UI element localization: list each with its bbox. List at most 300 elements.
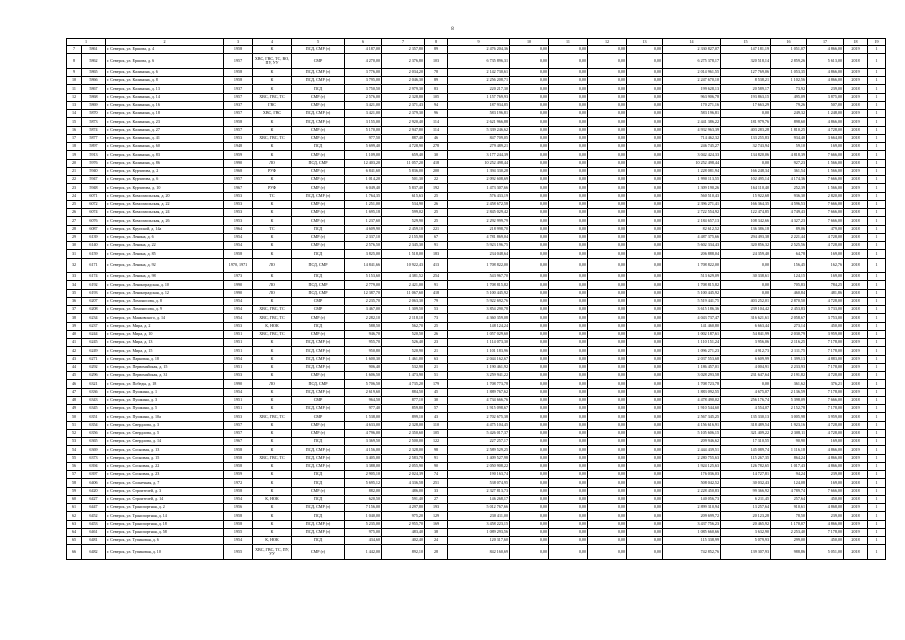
living-area-cell: 2 328,00 (382, 421, 425, 429)
area-cell: 882,00 (345, 487, 382, 495)
owners-fund-cell: 2 722 554,92 (663, 209, 721, 217)
fund-cell: 0,00 (588, 528, 627, 536)
living-area-cell: 2 024,39 (382, 471, 425, 479)
total-cost-cell: 1 473 307,66 (448, 184, 510, 192)
flag-cell: 1 (868, 421, 886, 429)
fund-cell: 0,00 (510, 273, 549, 281)
unit-cost-cell: 2 058,67 (771, 314, 807, 322)
year-plan-cell: 2018 (844, 330, 868, 338)
works-cell: К (253, 446, 292, 454)
type-cell: ПСД, СМР (292, 258, 345, 273)
living-area-cell: 899,10 (382, 413, 425, 421)
fund-cell: 0,00 (510, 438, 549, 446)
flag-cell: 1 (868, 363, 886, 371)
flag-cell: 1 (868, 487, 886, 495)
year-cell: 1951 (224, 339, 253, 347)
works-cell: ГВС (253, 101, 292, 109)
flag-cell: 1 (868, 504, 886, 512)
residents-cell: 110 (425, 421, 448, 429)
year-cell: 1953 (224, 372, 253, 380)
year-cell: 1990 (224, 281, 253, 289)
owners-fund-cell: 1 708 822,00 (663, 258, 721, 273)
year-plan-cell: 2019 (844, 347, 868, 355)
other-fund-cell: 0,00 (721, 110, 771, 118)
column-number: 12 (588, 39, 627, 46)
year-plan-cell: 2018 (844, 297, 868, 305)
works-cell: К (253, 438, 292, 446)
fund-cell: 0,00 (510, 192, 549, 200)
fund-cell: 0,00 (549, 322, 588, 330)
residents-cell: 89 (425, 46, 448, 54)
other-fund-cell: 239 104,42 (721, 306, 771, 314)
total-cost-cell: 583 196,81 (448, 110, 510, 118)
other-fund-cell: 134 820,06 (721, 151, 771, 159)
flag-cell: 1 (868, 520, 886, 528)
row-index: 26 (67, 209, 82, 217)
year-plan-cell: 2018 (844, 176, 868, 184)
address-cell: г. Северск, ул. Ленина, д. 98 (106, 273, 224, 281)
living-area-cell: 5 837,40 (382, 184, 425, 192)
address-cell: г. Северск, ул. Ленина, д. 85 (106, 250, 224, 258)
fund-cell: 0,00 (588, 209, 627, 217)
residents-cell: 23 (425, 339, 448, 347)
other-fund-cell: 126 782,65 (721, 462, 771, 470)
fund-cell: 0,00 (627, 126, 663, 134)
year-plan-cell: 2018 (844, 380, 868, 388)
address-cell: г. Северск, ул. Ленина, д. 6 (106, 233, 224, 241)
address-cell: г. Северск, ул. Мира, д. 2 (106, 322, 224, 330)
table-row (67, 347, 886, 355)
fund-cell: 0,00 (588, 54, 627, 69)
house-id: 5873 (82, 118, 106, 126)
limit-cost-cell: 3 664,00 (807, 134, 844, 142)
fund-cell: 0,00 (510, 151, 549, 159)
other-fund-cell: 4 675,07 (721, 388, 771, 396)
works-cell: К (253, 176, 292, 184)
residents-cell: 91 (425, 454, 448, 462)
type-cell: ПСД (292, 438, 345, 446)
table-row (67, 134, 886, 142)
column-number: 14 (663, 39, 721, 46)
living-area-cell: 1 461,00 (382, 355, 425, 363)
works-cell: К (253, 151, 292, 159)
fund-cell: 0,00 (510, 479, 549, 487)
row-index: 40 (67, 330, 82, 338)
fund-cell: 0,00 (510, 101, 549, 109)
fund-cell: 0,00 (588, 355, 627, 363)
residents-cell: 114 (425, 118, 448, 126)
residents-cell: 53 (425, 306, 448, 314)
living-area-cell: 11 057,20 (382, 159, 425, 167)
fund-cell: 0,00 (627, 429, 663, 437)
residents-cell: 200 (425, 167, 448, 175)
fund-cell: 0,00 (627, 330, 663, 338)
total-cost-cell: 2 050 908,22 (448, 462, 510, 470)
row-index: 36 (67, 297, 82, 305)
house-id: 6365 (82, 438, 106, 446)
fund-cell: 0,00 (549, 372, 588, 380)
address-cell: г. Северск, ул. Пушкина, д. 10а (106, 413, 224, 421)
year-cell: 1972 (224, 479, 253, 487)
year-cell: 1990 (224, 159, 253, 167)
year-cell: 1957 (224, 429, 253, 437)
flag-cell: 1 (868, 167, 886, 175)
fund-cell: 0,00 (627, 471, 663, 479)
fund-cell: 0,00 (588, 462, 627, 470)
address-cell: г. Северск, ул. Ленинградская, д. 10 (106, 281, 224, 289)
house-id: 6171 (82, 258, 106, 273)
fund-cell: 0,00 (588, 537, 627, 545)
fund-cell: 0,00 (510, 429, 549, 437)
total-cost-cell: 146 268,17 (448, 495, 510, 503)
area-cell: 2 905,10 (345, 471, 382, 479)
address-cell: г. Северск, ул. Солнечная, д. 7 (106, 479, 224, 487)
table-row (67, 438, 886, 446)
limit-cost-cell: 4 866,00 (807, 46, 844, 54)
fund-cell: 0,00 (549, 289, 588, 297)
fund-cell: 0,00 (549, 471, 588, 479)
total-cost-cell: 2 458 672,58 (448, 200, 510, 208)
flag-cell: 1 (868, 46, 886, 54)
unit-cost-cell: 910,61 (771, 504, 807, 512)
year-cell: 1957 (224, 110, 253, 118)
row-index: 59 (67, 487, 82, 495)
other-fund-cell: 102 495,14 (721, 176, 771, 184)
house-id: 6174 (82, 273, 106, 281)
residents-cell: 129 (425, 512, 448, 520)
house-id: 6296 (82, 372, 106, 380)
works-cell: К (253, 347, 292, 355)
row-index: 54 (67, 446, 82, 454)
living-area-cell: 4 735,20 (382, 380, 425, 388)
year-plan-cell: 2019 (844, 167, 868, 175)
residents-cell: 78 (425, 68, 448, 76)
residents-cell: 183 (425, 250, 448, 258)
row-index: 43 (67, 355, 82, 363)
unit-cost-cell: 94,24 (771, 471, 807, 479)
area-cell: 2 282,10 (345, 314, 382, 322)
flag-cell: 1 (868, 438, 886, 446)
unit-cost-cell: 2 233,93 (771, 363, 807, 371)
address-cell: г. Северск, ул. Калинина, д. 8 (106, 77, 224, 85)
type-cell: СМР (т) (292, 151, 345, 159)
other-fund-cell: 166 248,34 (721, 167, 771, 175)
table-row (67, 200, 886, 208)
year-plan-cell: 2019 (844, 528, 868, 536)
limit-cost-cell: 169,00 (807, 273, 844, 281)
row-index: 52 (67, 429, 82, 437)
fund-cell: 0,00 (627, 405, 663, 413)
fund-cell: 0,00 (510, 520, 549, 528)
row-index: 42 (67, 347, 82, 355)
unit-cost-cell: 249,32 (771, 110, 807, 118)
fund-cell: 0,00 (549, 233, 588, 241)
address-cell: г. Северск, ул. Тупиковая, д. 10 (106, 545, 224, 560)
year-cell: 1951 (224, 363, 253, 371)
type-cell: ПСД, СМР (т) (292, 347, 345, 355)
fund-cell: 0,00 (549, 454, 588, 462)
row-index: 23 (67, 184, 82, 192)
total-cost-cell: 120 317,60 (448, 537, 510, 545)
total-cost-cell: 543 967,70 (448, 273, 510, 281)
residents-cell: 83 (425, 85, 448, 93)
year-plan-cell: 2019 (844, 388, 868, 396)
address-cell: г. Северск, ул. Сосновая, д. 13 (106, 446, 224, 454)
owners-fund-cell: 3 615 186,36 (663, 306, 721, 314)
works-cell: К (253, 487, 292, 495)
fund-cell: 0,00 (510, 330, 549, 338)
flag-cell: 1 (868, 306, 886, 314)
year-plan-cell: 2019 (844, 446, 868, 454)
address-cell: г. Северск, ул. Сосновая, д. 23 (106, 471, 224, 479)
year-cell: 1959 (224, 151, 253, 159)
fund-cell: 0,00 (588, 306, 627, 314)
house-id: 6461 (82, 528, 106, 536)
year-plan-cell: 2019 (844, 184, 868, 192)
residents-cell: 26 (425, 200, 448, 208)
living-area-cell: 892,10 (382, 545, 425, 560)
column-number: 19 (868, 39, 886, 46)
fund-cell: 0,00 (627, 167, 663, 175)
limit-cost-cell: 3 875,00 (807, 93, 844, 101)
register-table (66, 38, 886, 560)
other-fund-cell: 294 493,38 (721, 233, 771, 241)
row-index: 51 (67, 421, 82, 429)
address-cell: г. Северск, ул. Транспортная, д. 18 (106, 520, 224, 528)
living-area-cell: 532,90 (382, 363, 425, 371)
unit-cost-cell: 90,90 (771, 438, 807, 446)
year-cell: 1958 (224, 250, 253, 258)
year-plan-cell: 2018 (844, 242, 868, 250)
owners-fund-cell: 4 487 375,66 (663, 233, 721, 241)
fund-cell: 0,00 (549, 520, 588, 528)
fund-cell: 0,00 (588, 217, 627, 225)
year-cell: 1990 (224, 380, 253, 388)
residents-cell: 91 (425, 281, 448, 289)
house-id: 6139 (82, 233, 106, 241)
address-cell: г. Северск, ул. Ершова, д. 4 (106, 46, 224, 54)
type-cell: ПСД (292, 85, 345, 93)
fund-cell: 0,00 (549, 68, 588, 76)
fund-cell: 0,00 (510, 363, 549, 371)
fund-cell: 0,00 (549, 209, 588, 217)
area-cell: 977,50 (345, 134, 382, 142)
area-cell: 3 825,00 (345, 250, 382, 258)
fund-cell: 0,00 (549, 85, 588, 93)
fund-cell: 0,00 (549, 462, 588, 470)
unit-cost-cell: 2 870,50 (771, 297, 807, 305)
year-cell: 1957 (224, 126, 253, 134)
total-cost-cell: 4 781 869,04 (448, 233, 510, 241)
unit-cost-cell: 705,83 (771, 281, 807, 289)
address-cell: г. Северск, ул. Тупиковая, д. 6 (106, 537, 224, 545)
other-fund-cell: 145 089,74 (721, 446, 771, 454)
column-number: 18 (844, 39, 868, 46)
living-area-cell: 2 328,80 (382, 93, 425, 101)
address-cell: г. Северск, ул. Калинина, д. 60 (106, 143, 224, 151)
fund-cell: 0,00 (627, 192, 663, 200)
owners-fund-cell: 209 946,62 (663, 438, 721, 446)
flag-cell: 1 (868, 471, 886, 479)
works-cell: К, НОК (253, 495, 292, 503)
unit-cost-cell: 59,10 (771, 143, 807, 151)
area-cell: 2 235,70 (345, 297, 382, 305)
living-area-cell: 615,63 (382, 192, 425, 200)
year-plan-cell: 2018 (844, 495, 868, 503)
limit-cost-cell: 4 866,00 (807, 520, 844, 528)
flag-cell: 1 (868, 537, 886, 545)
limit-cost-cell: 450,00 (807, 495, 844, 503)
other-fund-cell: 193 863,15 (721, 93, 771, 101)
type-cell: ПСД, СМР (292, 289, 345, 297)
other-fund-cell: 133 255,83 (721, 134, 771, 142)
fund-cell: 0,00 (549, 242, 588, 250)
year-plan-cell: 2018 (844, 159, 868, 167)
limit-cost-cell: 1 566,00 (807, 167, 844, 175)
table-row (67, 413, 886, 421)
house-id: 5869 (82, 101, 106, 109)
year-cell: 1970, 1971 (224, 258, 253, 273)
address-cell: г. Северск, ул. Калинина, д. 14 (106, 93, 224, 101)
area-cell: 946,70 (345, 330, 382, 338)
row-index: 14 (67, 110, 82, 118)
year-cell: 1958 (224, 46, 253, 54)
residents-cell: 278 (425, 143, 448, 151)
limit-cost-cell: 4 728,00 (807, 429, 844, 437)
fund-cell: 0,00 (510, 209, 549, 217)
total-cost-cell: 842 160,69 (448, 545, 510, 560)
house-id: 6481 (82, 537, 106, 545)
limit-cost-cell: 7 178,00 (807, 347, 844, 355)
year-plan-cell: 2019 (844, 520, 868, 528)
owners-fund-cell: 5 105 606,15 (663, 429, 721, 437)
fund-cell: 0,00 (588, 372, 627, 380)
area-cell: 3 421,00 (345, 110, 382, 118)
address-cell: г. Северск, ул. Свердлова, д. 5 (106, 429, 224, 437)
fund-cell: 0,00 (627, 537, 663, 545)
fund-cell: 0,00 (549, 176, 588, 184)
year-plan-cell: 2019 (844, 504, 868, 512)
year-cell: 1951 (224, 330, 253, 338)
year-plan-cell: 2018 (844, 314, 868, 322)
type-cell: ПСД, СМР (т) (292, 446, 345, 454)
fund-cell: 0,00 (588, 297, 627, 305)
limit-cost-cell: 3 753,00 (807, 314, 844, 322)
year-plan-cell: 2019 (844, 363, 868, 371)
column-number: 8 (425, 39, 448, 46)
fund-cell: 0,00 (549, 281, 588, 289)
fund-cell: 0,00 (549, 101, 588, 109)
fund-cell: 0,00 (549, 495, 588, 503)
living-area-cell: 4 381,52 (382, 273, 425, 281)
owners-fund-cell: 3 042 424,33 (663, 151, 721, 159)
table-row (67, 363, 886, 371)
unit-cost-cell: 64,78 (771, 250, 807, 258)
address-cell: г. Северск, ул. Комсомольская, д. 20 (106, 192, 224, 200)
owners-fund-cell: 2 444 439,51 (663, 446, 721, 454)
unit-cost-cell: 124,08 (771, 479, 807, 487)
limit-cost-cell: 4 728,00 (807, 297, 844, 305)
house-id: 6345 (82, 405, 106, 413)
owners-fund-cell: 513 629,09 (663, 273, 721, 281)
row-index: 55 (67, 454, 82, 462)
area-cell: 434,60 (345, 537, 382, 545)
row-index: 48 (67, 396, 82, 404)
table-row (67, 446, 886, 454)
flag-cell: 1 (868, 68, 886, 76)
fund-cell: 0,00 (627, 504, 663, 512)
other-fund-cell: 4 004,91 (721, 363, 771, 371)
total-cost-cell: 5 426 017,37 (448, 429, 510, 437)
table-row (67, 355, 886, 363)
residents-cell: 94 (425, 101, 448, 109)
table-row (67, 233, 886, 241)
flag-cell: 1 (868, 545, 886, 560)
year-plan-cell: 2018 (844, 421, 868, 429)
area-cell: 3 388,00 (345, 462, 382, 470)
total-cost-cell: 10 252 498,44 (448, 159, 510, 167)
flag-cell: 1 (868, 512, 886, 520)
unit-cost-cell: 299,00 (771, 537, 807, 545)
owners-fund-cell: 508 042,52 (663, 479, 721, 487)
table-row (67, 462, 886, 470)
fund-cell: 0,00 (510, 413, 549, 421)
house-id: 5867 (82, 85, 106, 93)
address-cell: г. Северск, ул. Строителей, д. 3 (106, 487, 224, 495)
living-area-cell: 884,50 (382, 388, 425, 396)
type-cell: ПСД, СМР (т) (292, 355, 345, 363)
fund-cell: 0,00 (627, 462, 663, 470)
row-index: 47 (67, 388, 82, 396)
living-area-cell: 975,20 (382, 512, 425, 520)
total-cost-cell: 227 257,17 (448, 438, 510, 446)
fund-cell: 0,00 (627, 217, 663, 225)
fund-cell: 0,00 (549, 429, 588, 437)
year-plan-cell: 2019 (844, 355, 868, 363)
living-area-cell: 2 421,00 (382, 281, 425, 289)
residents-cell: 413 (425, 258, 448, 273)
year-plan-cell: 2018 (844, 438, 868, 446)
unit-cost-cell: 934,40 (771, 134, 807, 142)
works-cell: К (253, 528, 292, 536)
year-cell: 1958 (224, 512, 253, 520)
year-cell: 1951 (224, 396, 253, 404)
limit-cost-cell: 169,00 (807, 250, 844, 258)
fund-cell: 0,00 (588, 184, 627, 192)
year-cell: 1953 (224, 209, 253, 217)
fund-cell: 0,00 (627, 545, 663, 560)
flag-cell: 1 (868, 314, 886, 322)
owners-fund-cell: 199 628,13 (663, 85, 721, 93)
fund-cell: 0,00 (549, 151, 588, 159)
fund-cell: 0,00 (510, 528, 549, 536)
flag-cell: 1 (868, 355, 886, 363)
year-cell: 1958 (224, 68, 253, 76)
other-fund-cell: 147 181,19 (721, 46, 771, 54)
flag-cell: 1 (868, 380, 886, 388)
row-index: 58 (67, 479, 82, 487)
works-cell: ХВС, ГВС, ТС (253, 134, 292, 142)
fund-cell: 0,00 (510, 85, 549, 93)
fund-cell: 0,00 (549, 421, 588, 429)
fund-cell: 0,00 (549, 339, 588, 347)
year-cell: 1953 (224, 200, 253, 208)
row-index: 49 (67, 405, 82, 413)
unit-cost-cell: 79,26 (771, 101, 807, 109)
living-area-cell: 877,10 (382, 396, 425, 404)
limit-cost-cell: 4 866,00 (807, 446, 844, 454)
fund-cell: 0,00 (510, 306, 549, 314)
